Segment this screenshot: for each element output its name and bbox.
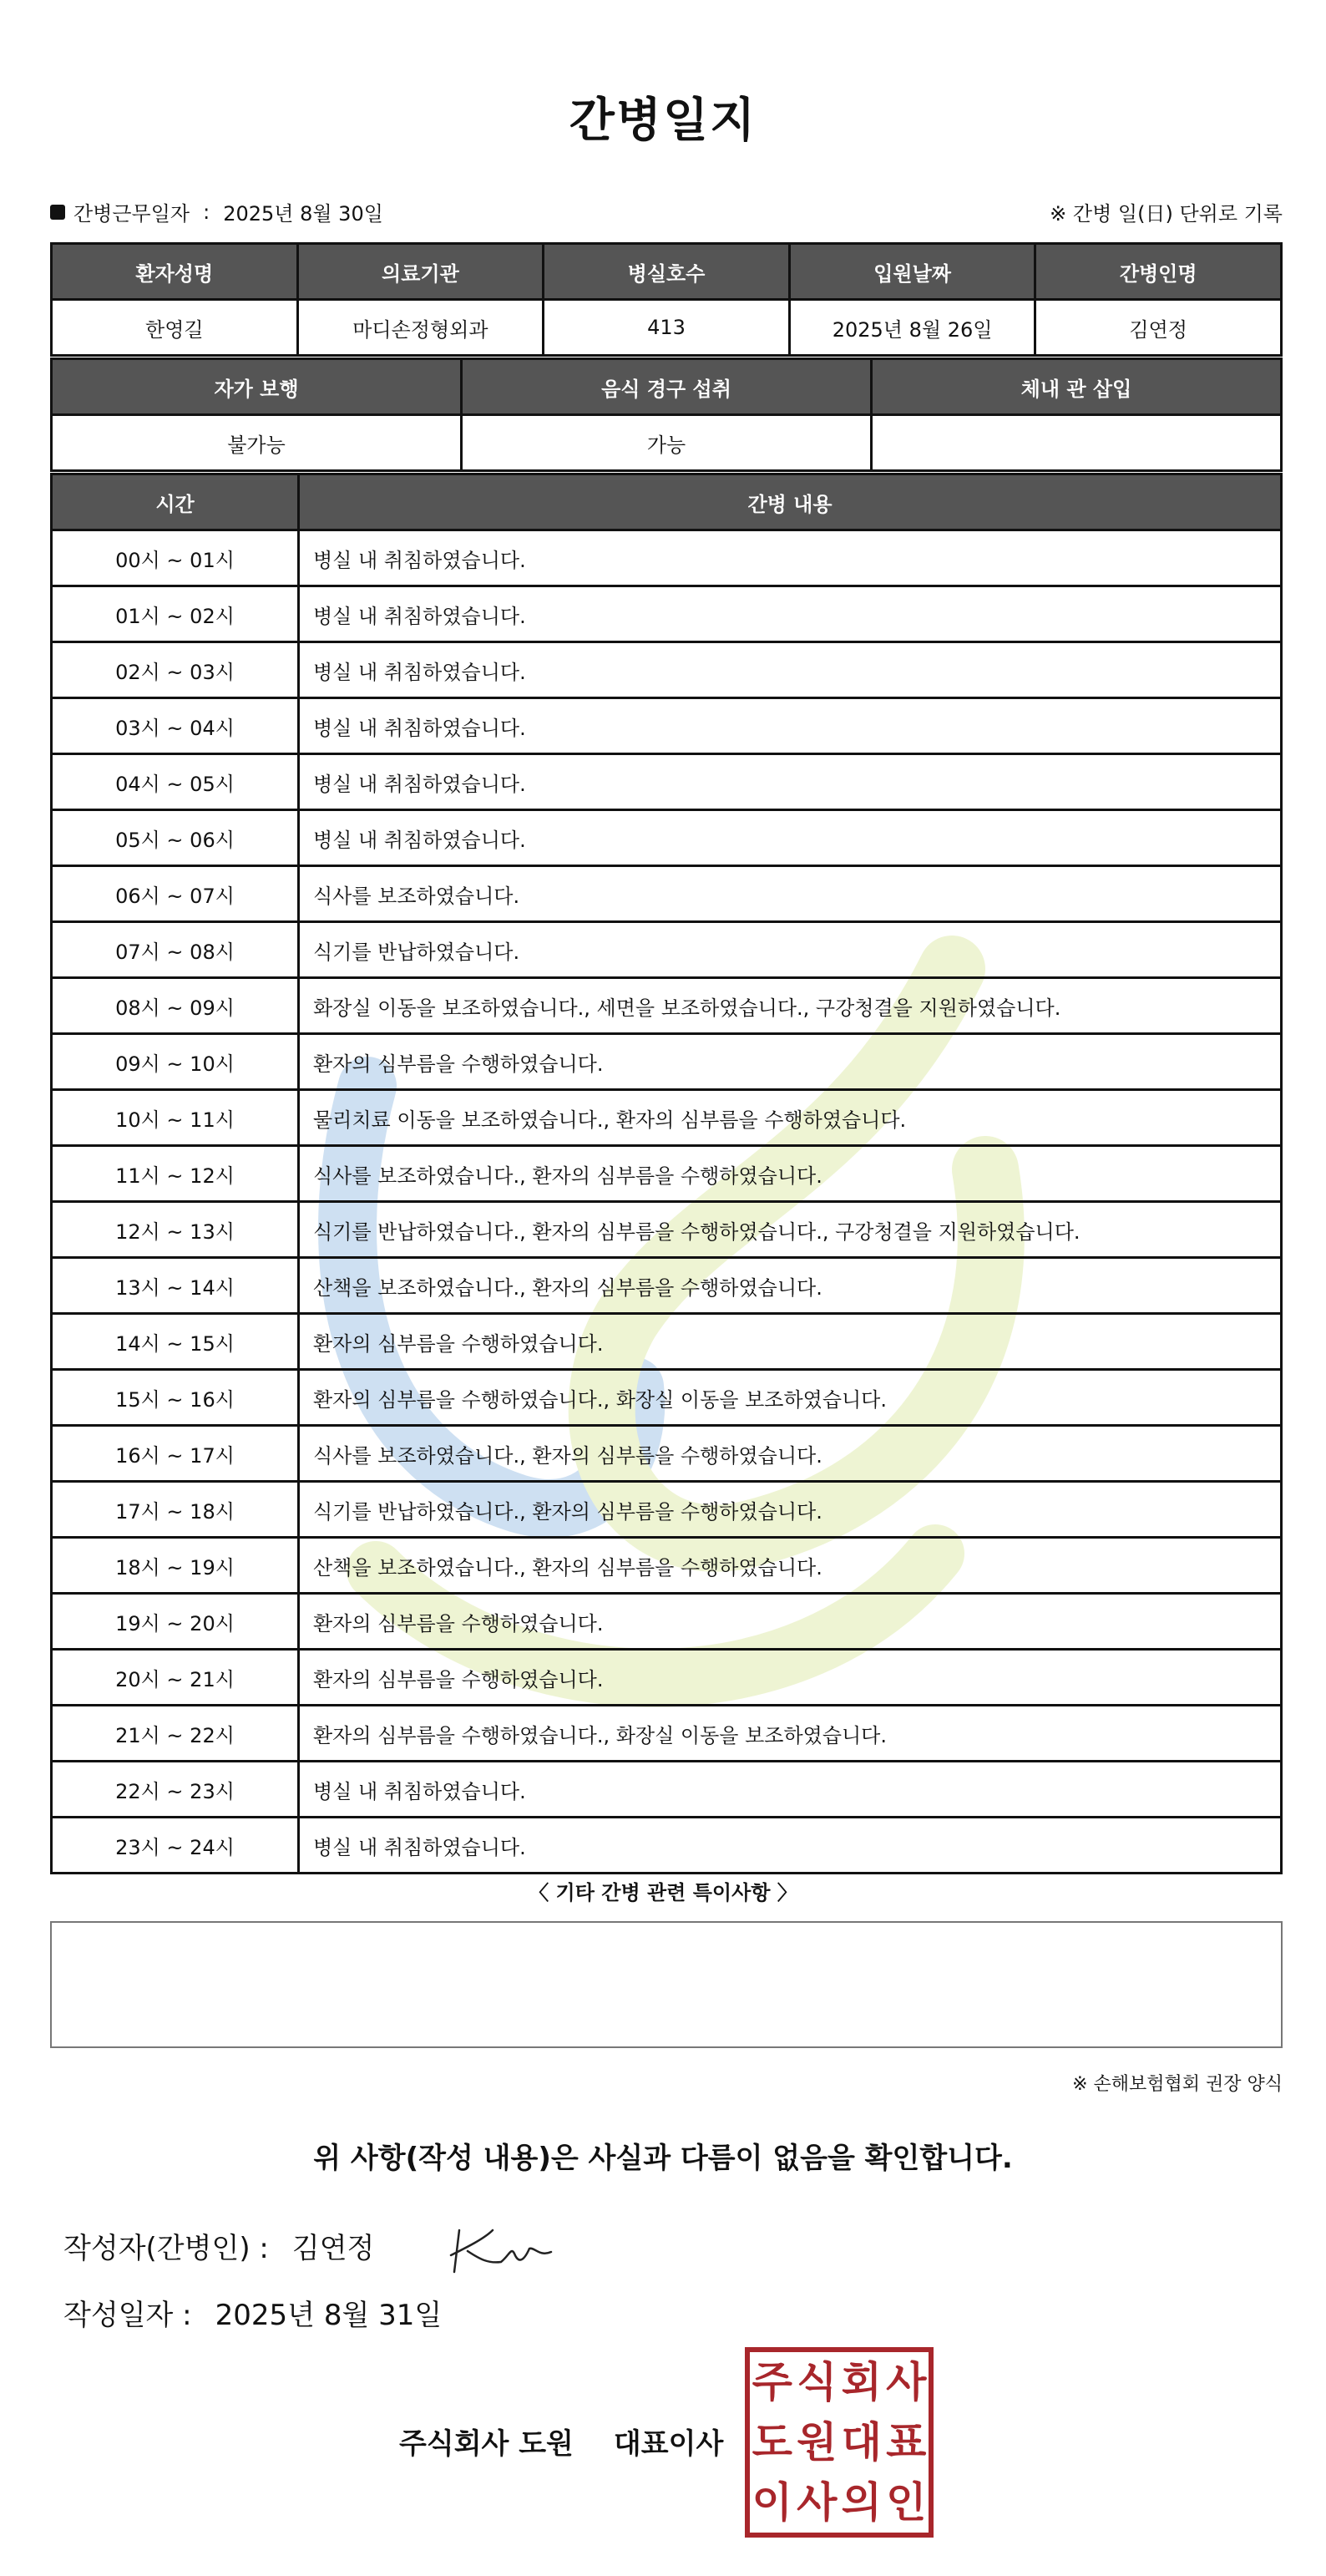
table-row — [52, 1762, 1282, 1818]
writer-name: 김연정 — [291, 2232, 375, 2265]
log-time: 02시 ~ 03시 — [52, 642, 299, 698]
log-time: 00시 ~ 01시 — [52, 530, 299, 586]
table-row — [52, 922, 1282, 978]
table-header-row — [52, 244, 1282, 300]
notes-title: 〈 기타 간병 관련 특이사항 〉 — [529, 1881, 797, 1904]
seal-char: 의 — [841, 2478, 882, 2527]
log-time: 18시 ~ 19시 — [52, 1538, 299, 1594]
log-content: 환자의 심부름을 수행하였습니다. — [299, 1034, 1282, 1090]
log-content: 식기를 반납하였습니다., 환자의 심부름을 수행하였습니다., 구강청결을 지원하였습니다. — [299, 1202, 1282, 1258]
log-time: 17시 ~ 18시 — [52, 1482, 299, 1538]
log-content: 식사를 보조하였습니다., 환자의 심부름을 수행하였습니다. — [299, 1146, 1282, 1202]
log-content: 병실 내 취침하였습니다. — [299, 586, 1282, 642]
header-tube-insertion: 체내 관 삽입 — [872, 359, 1282, 415]
log-content: 병실 내 취침하였습니다. — [299, 754, 1282, 810]
log-content: 화장실 이동을 보조하였습니다., 세면을 보조하였습니다., 구강청결을 지원하였습니다. — [299, 978, 1282, 1034]
writer-row — [63, 2225, 374, 2266]
table-row — [52, 1482, 1282, 1538]
log-content: 환자의 심부름을 수행하였습니다., 화장실 이동을 보조하였습니다. — [299, 1370, 1282, 1426]
log-time: 10시 ~ 11시 — [52, 1090, 299, 1146]
header-caregiver-name: 간병인명 — [1035, 244, 1282, 300]
table-row — [52, 1818, 1282, 1874]
seal-char: 원 — [797, 2418, 838, 2467]
table-row — [52, 415, 1282, 471]
caregiver-name: 김연정 — [1035, 300, 1282, 356]
table-row — [52, 642, 1282, 698]
log-time: 19시 ~ 20시 — [52, 1594, 299, 1650]
header-time: 시간 — [52, 474, 299, 530]
log-content: 식기를 반납하였습니다., 환자의 심부름을 수행하였습니다. — [299, 1482, 1282, 1538]
table-row — [52, 1370, 1282, 1426]
log-time: 03시 ~ 04시 — [52, 698, 299, 754]
self-walking: 불가능 — [52, 415, 462, 471]
header-room-number: 병실호수 — [544, 244, 790, 300]
table-row — [52, 586, 1282, 642]
header-admission-date: 입원날짜 — [789, 244, 1035, 300]
log-content: 식사를 보조하였습니다. — [299, 866, 1282, 922]
header-hospital: 의료기관 — [297, 244, 544, 300]
seal-char: 식 — [797, 2358, 838, 2406]
oral-intake: 가능 — [462, 415, 872, 471]
table-row — [52, 1202, 1282, 1258]
table-row — [52, 978, 1282, 1034]
log-content: 환자의 심부름을 수행하였습니다. — [299, 1650, 1282, 1706]
header-self-walking: 자가 보행 — [52, 359, 462, 415]
care-log-table — [50, 473, 1283, 1874]
patient-condition-table — [50, 357, 1283, 472]
header-care-content: 간병 내용 — [299, 474, 1282, 530]
log-time: 08시 ~ 09시 — [52, 978, 299, 1034]
table-row — [52, 530, 1282, 586]
writer-label: 작성자(간병인) : — [63, 2232, 269, 2265]
log-content: 병실 내 취침하였습니다. — [299, 698, 1282, 754]
seal-char: 도 — [752, 2418, 792, 2467]
table-header-row — [52, 359, 1282, 415]
form-note: ※ 손해보험협회 권장 양식 — [1072, 2074, 1283, 2095]
log-content: 산책을 보조하였습니다., 환자의 심부름을 수행하였습니다. — [299, 1538, 1282, 1594]
table-row — [52, 1090, 1282, 1146]
written-date-value: 2025년 8월 31일 — [215, 2299, 443, 2332]
log-time: 04시 ~ 05시 — [52, 754, 299, 810]
patient-info-table — [50, 242, 1283, 357]
admission-date: 2025년 8월 26일 — [789, 300, 1035, 356]
log-content: 병실 내 취침하였습니다. — [299, 810, 1282, 866]
confirmation-statement: 위 사항(작성 내용)은 사실과 다름이 없음을 확인합니다. — [313, 2142, 1013, 2175]
log-content: 병실 내 취침하였습니다. — [299, 1762, 1282, 1818]
log-content: 병실 내 취침하였습니다. — [299, 530, 1282, 586]
log-time: 23시 ~ 24시 — [52, 1818, 299, 1874]
seal-char: 인 — [886, 2478, 927, 2527]
table-row — [52, 1538, 1282, 1594]
notes-box — [50, 1921, 1283, 2048]
log-time: 12시 ~ 13시 — [52, 1202, 299, 1258]
seal-char: 표 — [886, 2418, 927, 2467]
log-content: 식사를 보조하였습니다., 환자의 심부름을 수행하였습니다. — [299, 1426, 1282, 1482]
work-date-separator: : — [203, 200, 210, 224]
log-content: 환자의 심부름을 수행하였습니다. — [299, 1594, 1282, 1650]
log-content: 산책을 보조하였습니다., 환자의 심부름을 수행하였습니다. — [299, 1258, 1282, 1314]
header-patient-name: 환자성명 — [52, 244, 298, 300]
table-row — [52, 1034, 1282, 1090]
table-row — [52, 1146, 1282, 1202]
log-time: 06시 ~ 07시 — [52, 866, 299, 922]
log-content: 병실 내 취침하였습니다. — [299, 642, 1282, 698]
log-time: 07시 ~ 08시 — [52, 922, 299, 978]
table-row — [52, 754, 1282, 810]
company-row — [399, 2421, 723, 2462]
room-number: 413 — [544, 300, 790, 356]
log-content: 환자의 심부름을 수행하였습니다., 화장실 이동을 보조하였습니다. — [299, 1706, 1282, 1762]
ceo-label: 대표이사 — [613, 2427, 724, 2461]
square-bullet-icon — [50, 205, 65, 220]
company-name: 주식회사 도원 — [399, 2427, 574, 2461]
log-content: 물리치료 이동을 보조하였습니다., 환자의 심부름을 수행하였습니다. — [299, 1090, 1282, 1146]
written-date-row — [63, 2292, 442, 2333]
log-time: 05시 ~ 06시 — [52, 810, 299, 866]
log-content: 환자의 심부름을 수행하였습니다. — [299, 1314, 1282, 1370]
log-time: 16시 ~ 17시 — [52, 1426, 299, 1482]
work-date-label: 간병근무일자 — [73, 202, 190, 226]
seal-char: 회 — [841, 2358, 882, 2406]
company-seal-stamp — [745, 2347, 934, 2538]
log-time: 13시 ~ 14시 — [52, 1258, 299, 1314]
table-row — [52, 1594, 1282, 1650]
seal-char: 사 — [886, 2358, 927, 2406]
table-row — [52, 866, 1282, 922]
table-row — [52, 1426, 1282, 1482]
log-time: 01시 ~ 02시 — [52, 586, 299, 642]
table-row — [52, 1258, 1282, 1314]
seal-char: 이 — [752, 2478, 792, 2527]
table-row — [52, 698, 1282, 754]
log-time: 09시 ~ 10시 — [52, 1034, 299, 1090]
handwritten-signature — [443, 2213, 559, 2280]
log-time: 21시 ~ 22시 — [52, 1706, 299, 1762]
table-row — [52, 810, 1282, 866]
patient-name: 한영길 — [52, 300, 298, 356]
seal-char: 사 — [797, 2478, 838, 2527]
table-row — [52, 1650, 1282, 1706]
log-content: 식기를 반납하였습니다. — [299, 922, 1282, 978]
table-header-row — [52, 474, 1282, 530]
hospital: 마디손정형외과 — [297, 300, 544, 356]
log-content: 병실 내 취침하였습니다. — [299, 1818, 1282, 1874]
log-time: 15시 ~ 16시 — [52, 1370, 299, 1426]
page-title: 간병일지 — [569, 94, 757, 148]
header-oral-intake: 음식 경구 섭취 — [462, 359, 872, 415]
tube-insertion — [872, 415, 1282, 471]
log-time: 11시 ~ 12시 — [52, 1146, 299, 1202]
meta-row — [50, 197, 1283, 231]
table-row — [52, 300, 1282, 356]
work-date — [50, 197, 383, 226]
seal-char: 주 — [752, 2358, 792, 2406]
work-date-value: 2025년 8월 30일 — [223, 202, 383, 226]
log-time: 22시 ~ 23시 — [52, 1762, 299, 1818]
table-row — [52, 1314, 1282, 1370]
unit-note: ※ 간병 일(日) 단위로 기록 — [1050, 202, 1283, 226]
seal-char: 대 — [841, 2418, 882, 2467]
written-date-label: 작성일자 : — [63, 2299, 192, 2332]
log-time: 20시 ~ 21시 — [52, 1650, 299, 1706]
log-time: 14시 ~ 15시 — [52, 1314, 299, 1370]
table-row — [52, 1706, 1282, 1762]
